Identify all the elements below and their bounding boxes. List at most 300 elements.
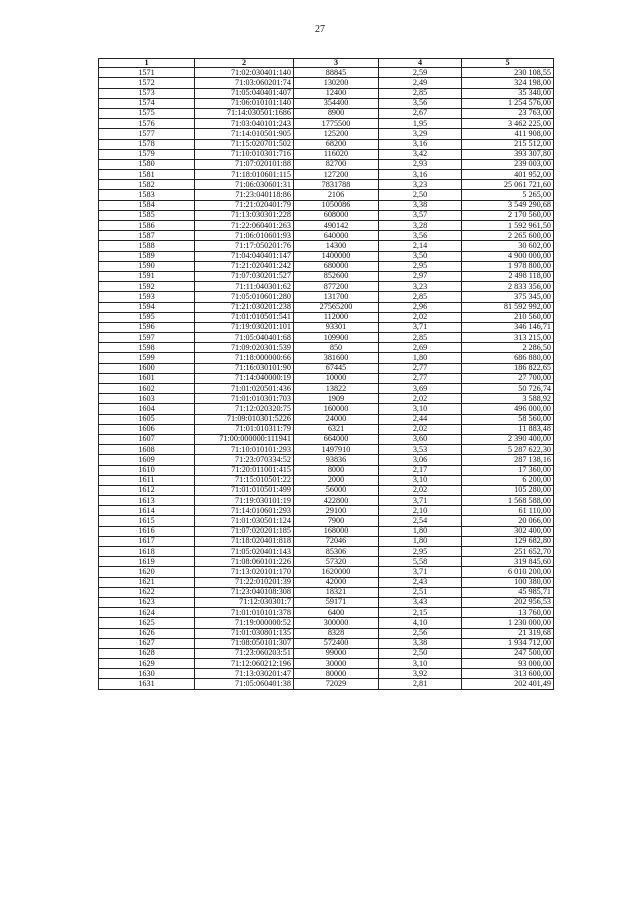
table-row [99, 139, 554, 149]
cadastral-number-cell: 71:06:010101:140 [195, 98, 294, 108]
rate-cell: 2,10 [379, 506, 462, 516]
cadastral-number-cell: 71:01:020501:436 [195, 384, 294, 394]
amount-cell: 13 760,00 [462, 608, 554, 618]
row-number-cell: 1578 [99, 139, 195, 149]
rate-cell: 3,06 [379, 455, 462, 465]
table-row [99, 108, 554, 118]
row-number-cell: 1589 [99, 251, 195, 261]
area-cell: 82700 [294, 159, 379, 169]
cadastral-number-cell: 71:01:030801:135 [195, 628, 294, 638]
rate-cell: 3,71 [379, 322, 462, 332]
row-number-cell: 1607 [99, 434, 195, 444]
table-row [99, 384, 554, 394]
area-cell: 99000 [294, 648, 379, 658]
rate-cell: 2,49 [379, 78, 462, 88]
area-cell: 109900 [294, 333, 379, 343]
row-number-cell: 1628 [99, 648, 195, 658]
table-row [99, 343, 554, 353]
area-cell: 490142 [294, 221, 379, 231]
amount-cell: 496 000,00 [462, 404, 554, 414]
table-row [99, 628, 554, 638]
area-cell: 572400 [294, 638, 379, 648]
cadastral-number-cell: 71:21:020401:79 [195, 200, 294, 210]
row-number-cell: 1587 [99, 231, 195, 241]
amount-cell: 21 319,68 [462, 628, 554, 638]
table-row [99, 618, 554, 628]
row-number-cell: 1612 [99, 485, 195, 495]
row-number-cell: 1584 [99, 200, 195, 210]
row-number-cell: 1575 [99, 108, 195, 118]
table-row [99, 557, 554, 567]
row-number-cell: 1580 [99, 159, 195, 169]
area-cell: 1620000 [294, 567, 379, 577]
area-cell: 67445 [294, 363, 379, 373]
land-plot-table [98, 58, 554, 690]
cadastral-number-cell: 71:00:000000:111941 [195, 434, 294, 444]
amount-cell: 93 000,00 [462, 659, 554, 669]
table-body [99, 68, 554, 689]
table-row [99, 68, 554, 78]
row-number-cell: 1582 [99, 180, 195, 190]
cadastral-number-cell: 71:14:010501:905 [195, 129, 294, 139]
rate-cell: 3,28 [379, 221, 462, 231]
amount-cell: 50 726,74 [462, 384, 554, 394]
amount-cell: 1 230 000,00 [462, 618, 554, 628]
amount-cell: 686 880,00 [462, 353, 554, 363]
area-cell: 160000 [294, 404, 379, 414]
amount-cell: 346 146,71 [462, 322, 554, 332]
area-cell: 8900 [294, 108, 379, 118]
rate-cell: 2,15 [379, 608, 462, 618]
cadastral-number-cell: 71:23:060203:51 [195, 648, 294, 658]
cadastral-number-cell: 71:18:020401:818 [195, 536, 294, 546]
area-cell: 422800 [294, 496, 379, 506]
area-cell: 130200 [294, 78, 379, 88]
area-cell: 93301 [294, 322, 379, 332]
amount-cell: 1 934 712,00 [462, 638, 554, 648]
amount-cell: 2 390 400,00 [462, 434, 554, 444]
rate-cell: 3,42 [379, 149, 462, 159]
area-cell: 664000 [294, 434, 379, 444]
cadastral-number-cell: 71:13:030301:228 [195, 210, 294, 220]
table-row [99, 159, 554, 169]
amount-cell: 20 066,00 [462, 516, 554, 526]
rate-cell: 3,16 [379, 139, 462, 149]
amount-cell: 6 010 200,00 [462, 567, 554, 577]
rate-cell: 3,53 [379, 445, 462, 455]
area-cell: 680000 [294, 261, 379, 271]
table-row [99, 149, 554, 159]
table-header-row [99, 59, 554, 68]
row-number-cell: 1583 [99, 190, 195, 200]
cadastral-number-cell: 71:06:010601:93 [195, 231, 294, 241]
amount-cell: 81 592 992,00 [462, 302, 554, 312]
table-row [99, 587, 554, 597]
cadastral-number-cell: 71:22:010201:39 [195, 577, 294, 587]
amount-cell: 1 254 576,00 [462, 98, 554, 108]
row-number-cell: 1610 [99, 465, 195, 475]
column-header-2: 2 [195, 59, 294, 68]
table-row [99, 485, 554, 495]
area-cell: 1909 [294, 394, 379, 404]
amount-cell: 411 908,00 [462, 129, 554, 139]
table-row [99, 669, 554, 679]
table-row [99, 190, 554, 200]
amount-cell: 247 500,00 [462, 648, 554, 658]
cadastral-number-cell: 71:12:030301:7 [195, 597, 294, 607]
cadastral-number-cell: 71:01:010101:378 [195, 608, 294, 618]
amount-cell: 6 200,00 [462, 475, 554, 485]
area-cell: 354400 [294, 98, 379, 108]
cadastral-number-cell: 71:07:020101:88 [195, 159, 294, 169]
rate-cell: 2,02 [379, 424, 462, 434]
cadastral-number-cell: 71:10:010101:293 [195, 445, 294, 455]
cadastral-number-cell: 71:09:010301:5226 [195, 414, 294, 424]
cadastral-number-cell: 71:18:010601:115 [195, 170, 294, 180]
row-number-cell: 1630 [99, 669, 195, 679]
row-number-cell: 1572 [99, 78, 195, 88]
amount-cell: 61 110,00 [462, 506, 554, 516]
rate-cell: 2,85 [379, 88, 462, 98]
table-row [99, 363, 554, 373]
row-number-cell: 1600 [99, 363, 195, 373]
cadastral-number-cell: 71:23:070334:52 [195, 455, 294, 465]
row-number-cell: 1585 [99, 210, 195, 220]
amount-cell: 186 822,65 [462, 363, 554, 373]
row-number-cell: 1620 [99, 567, 195, 577]
rate-cell: 3,56 [379, 98, 462, 108]
row-number-cell: 1597 [99, 333, 195, 343]
rate-cell: 2,97 [379, 271, 462, 281]
rate-cell: 3,10 [379, 475, 462, 485]
row-number-cell: 1592 [99, 282, 195, 292]
amount-cell: 230 108,55 [462, 68, 554, 78]
cadastral-number-cell: 71:01:010311:79 [195, 424, 294, 434]
amount-cell: 313 215,00 [462, 333, 554, 343]
table-row [99, 170, 554, 180]
cadastral-number-cell: 71:02:030401:140 [195, 68, 294, 78]
table-row [99, 129, 554, 139]
row-number-cell: 1601 [99, 373, 195, 383]
row-number-cell: 1591 [99, 271, 195, 281]
cadastral-number-cell: 71:05:020401:143 [195, 547, 294, 557]
rate-cell: 3,43 [379, 597, 462, 607]
area-cell: 27565200 [294, 302, 379, 312]
table-row [99, 261, 554, 271]
rate-cell: 3,69 [379, 384, 462, 394]
table-row [99, 302, 554, 312]
row-number-cell: 1581 [99, 170, 195, 180]
rate-cell: 3,92 [379, 669, 462, 679]
row-number-cell: 1586 [99, 221, 195, 231]
table-row [99, 577, 554, 587]
table-row [99, 210, 554, 220]
area-cell: 640000 [294, 231, 379, 241]
rate-cell: 3,29 [379, 129, 462, 139]
cadastral-number-cell: 71:19:030201:101 [195, 322, 294, 332]
cadastral-number-cell: 71:21:020401:242 [195, 261, 294, 271]
row-number-cell: 1606 [99, 424, 195, 434]
cadastral-number-cell: 71:22:060401:263 [195, 221, 294, 231]
column-header-1: 1 [99, 59, 195, 68]
row-number-cell: 1624 [99, 608, 195, 618]
row-number-cell: 1616 [99, 526, 195, 536]
table-row [99, 282, 554, 292]
cadastral-number-cell: 71:01:030501:124 [195, 516, 294, 526]
table-row [99, 180, 554, 190]
row-number-cell: 1614 [99, 506, 195, 516]
table-row [99, 241, 554, 251]
area-cell: 57320 [294, 557, 379, 567]
table-row [99, 659, 554, 669]
table-row [99, 221, 554, 231]
row-number-cell: 1605 [99, 414, 195, 424]
area-cell: 88845 [294, 68, 379, 78]
amount-cell: 302 400,00 [462, 526, 554, 536]
cadastral-number-cell: 71:15:010501:22 [195, 475, 294, 485]
amount-cell: 105 280,00 [462, 485, 554, 495]
cadastral-number-cell: 71:09:020301:539 [195, 343, 294, 353]
rate-cell: 3,71 [379, 496, 462, 506]
amount-cell: 324 198,00 [462, 78, 554, 88]
cadastral-number-cell: 71:16:030101:90 [195, 363, 294, 373]
rate-cell: 2,69 [379, 343, 462, 353]
table-row [99, 404, 554, 414]
rate-cell: 2,96 [379, 302, 462, 312]
area-cell: 850 [294, 343, 379, 353]
rate-cell: 1,95 [379, 119, 462, 129]
rate-cell: 3,23 [379, 180, 462, 190]
cadastral-number-cell: 71:05:040401:407 [195, 88, 294, 98]
rate-cell: 2,85 [379, 292, 462, 302]
row-number-cell: 1574 [99, 98, 195, 108]
row-number-cell: 1615 [99, 516, 195, 526]
cadastral-number-cell: 71:03:060201:74 [195, 78, 294, 88]
cadastral-number-cell: 71:08:060101:226 [195, 557, 294, 567]
rate-cell: 5,58 [379, 557, 462, 567]
amount-cell: 202 956,53 [462, 597, 554, 607]
row-number-cell: 1623 [99, 597, 195, 607]
amount-cell: 2 170 560,00 [462, 210, 554, 220]
area-cell: 112000 [294, 312, 379, 322]
amount-cell: 2 286,50 [462, 343, 554, 353]
area-cell: 852600 [294, 271, 379, 281]
rate-cell: 3,23 [379, 282, 462, 292]
area-cell: 125200 [294, 129, 379, 139]
cadastral-number-cell: 71:11:040301:62 [195, 282, 294, 292]
amount-cell: 1 592 961,50 [462, 221, 554, 231]
table-row [99, 506, 554, 516]
row-number-cell: 1596 [99, 322, 195, 332]
amount-cell: 3 588,92 [462, 394, 554, 404]
cadastral-number-cell: 71:23:040108:308 [195, 587, 294, 597]
area-cell: 12400 [294, 88, 379, 98]
column-header-5: 5 [462, 59, 554, 68]
amount-cell: 210 560,00 [462, 312, 554, 322]
rate-cell: 1,80 [379, 536, 462, 546]
area-cell: 1497910 [294, 445, 379, 455]
cadastral-number-cell: 71:07:020201:185 [195, 526, 294, 536]
cadastral-number-cell: 71:08:050101:307 [195, 638, 294, 648]
area-cell: 1400000 [294, 251, 379, 261]
row-number-cell: 1629 [99, 659, 195, 669]
area-cell: 300000 [294, 618, 379, 628]
rate-cell: 2,54 [379, 516, 462, 526]
area-cell: 1050086 [294, 200, 379, 210]
table-row [99, 414, 554, 424]
table-row [99, 536, 554, 546]
rate-cell: 2,56 [379, 628, 462, 638]
amount-cell: 35 340,00 [462, 88, 554, 98]
row-number-cell: 1599 [99, 353, 195, 363]
column-header-4: 4 [379, 59, 462, 68]
table-row [99, 98, 554, 108]
table-row [99, 200, 554, 210]
table-row [99, 322, 554, 332]
row-number-cell: 1619 [99, 557, 195, 567]
rate-cell: 2,02 [379, 485, 462, 495]
cadastral-number-cell: 71:05:060401:38 [195, 679, 294, 689]
area-cell: 10000 [294, 373, 379, 383]
rate-cell: 2,43 [379, 577, 462, 587]
row-number-cell: 1618 [99, 547, 195, 557]
area-cell: 127200 [294, 170, 379, 180]
area-cell: 116020 [294, 149, 379, 159]
area-cell: 42000 [294, 577, 379, 587]
area-cell: 6321 [294, 424, 379, 434]
rate-cell: 2,77 [379, 373, 462, 383]
table-row [99, 445, 554, 455]
cadastral-number-cell: 71:21:030201:238 [195, 302, 294, 312]
amount-cell: 1 568 588,00 [462, 496, 554, 506]
cadastral-number-cell: 71:14:030501:1686 [195, 108, 294, 118]
amount-cell: 319 845,60 [462, 557, 554, 567]
rate-cell: 2,44 [379, 414, 462, 424]
amount-cell: 100 380,00 [462, 577, 554, 587]
row-number-cell: 1617 [99, 536, 195, 546]
rate-cell: 3,10 [379, 659, 462, 669]
table-row [99, 608, 554, 618]
amount-cell: 25 061 721,60 [462, 180, 554, 190]
rate-cell: 3,10 [379, 404, 462, 414]
table-row [99, 119, 554, 129]
cadastral-number-cell: 71:04:040401:147 [195, 251, 294, 261]
cadastral-number-cell: 71:23:040118:86 [195, 190, 294, 200]
table-row [99, 496, 554, 506]
row-number-cell: 1604 [99, 404, 195, 414]
amount-cell: 129 682,80 [462, 536, 554, 546]
area-cell: 30000 [294, 659, 379, 669]
row-number-cell: 1622 [99, 587, 195, 597]
cadastral-number-cell: 71:03:040101:243 [195, 119, 294, 129]
table-row [99, 638, 554, 648]
page-number: 27 [315, 24, 325, 35]
area-cell: 608000 [294, 210, 379, 220]
row-number-cell: 1626 [99, 628, 195, 638]
rate-cell: 2,95 [379, 261, 462, 271]
amount-cell: 239 003,00 [462, 159, 554, 169]
area-cell: 2106 [294, 190, 379, 200]
amount-cell: 27 700,00 [462, 373, 554, 383]
rate-cell: 3,38 [379, 638, 462, 648]
amount-cell: 2 498 118,00 [462, 271, 554, 281]
area-cell: 6400 [294, 608, 379, 618]
table-row [99, 455, 554, 465]
area-cell: 7831788 [294, 180, 379, 190]
row-number-cell: 1579 [99, 149, 195, 159]
cadastral-number-cell: 71:05:010601:280 [195, 292, 294, 302]
table-row [99, 78, 554, 88]
area-cell: 14300 [294, 241, 379, 251]
amount-cell: 17 360,00 [462, 465, 554, 475]
cadastral-number-cell: 71:01:010301:703 [195, 394, 294, 404]
area-cell: 72046 [294, 536, 379, 546]
row-number-cell: 1621 [99, 577, 195, 587]
row-number-cell: 1611 [99, 475, 195, 485]
area-cell: 85306 [294, 547, 379, 557]
table-row [99, 465, 554, 475]
area-cell: 13822 [294, 384, 379, 394]
cadastral-number-cell: 71:12:060212:196 [195, 659, 294, 669]
cadastral-number-cell: 71:10:010301:716 [195, 149, 294, 159]
rate-cell: 3,71 [379, 567, 462, 577]
rate-cell: 2,02 [379, 394, 462, 404]
row-number-cell: 1576 [99, 119, 195, 129]
amount-cell: 2 265 600,00 [462, 231, 554, 241]
amount-cell: 11 883,48 [462, 424, 554, 434]
row-number-cell: 1609 [99, 455, 195, 465]
row-number-cell: 1593 [99, 292, 195, 302]
table-row [99, 271, 554, 281]
row-number-cell: 1573 [99, 88, 195, 98]
cadastral-number-cell: 71:14:010601:293 [195, 506, 294, 516]
area-cell: 877200 [294, 282, 379, 292]
rate-cell: 3,50 [379, 251, 462, 261]
cadastral-number-cell: 71:19:000000:52 [195, 618, 294, 628]
row-number-cell: 1571 [99, 68, 195, 78]
rate-cell: 2,17 [379, 465, 462, 475]
cadastral-number-cell: 71:20:011001:415 [195, 465, 294, 475]
column-header-3: 3 [294, 59, 379, 68]
rate-cell: 2,95 [379, 547, 462, 557]
area-cell: 24000 [294, 414, 379, 424]
row-number-cell: 1625 [99, 618, 195, 628]
cadastral-number-cell: 71:14:040000:19 [195, 373, 294, 383]
amount-cell: 3 462 225,00 [462, 119, 554, 129]
row-number-cell: 1613 [99, 496, 195, 506]
area-cell: 59171 [294, 597, 379, 607]
row-number-cell: 1603 [99, 394, 195, 404]
area-cell: 93836 [294, 455, 379, 465]
area-cell: 8328 [294, 628, 379, 638]
table-row [99, 292, 554, 302]
rate-cell: 2,59 [379, 68, 462, 78]
table-row [99, 547, 554, 557]
cadastral-number-cell: 71:17:050201:76 [195, 241, 294, 251]
table-row [99, 394, 554, 404]
amount-cell: 401 952,00 [462, 170, 554, 180]
row-number-cell: 1577 [99, 129, 195, 139]
amount-cell: 313 600,00 [462, 669, 554, 679]
rate-cell: 3,56 [379, 231, 462, 241]
amount-cell: 30 602,00 [462, 241, 554, 251]
table-row [99, 597, 554, 607]
area-cell: 8000 [294, 465, 379, 475]
area-cell: 7900 [294, 516, 379, 526]
rate-cell: 2,93 [379, 159, 462, 169]
cadastral-number-cell: 71:12:020320:75 [195, 404, 294, 414]
area-cell: 131700 [294, 292, 379, 302]
